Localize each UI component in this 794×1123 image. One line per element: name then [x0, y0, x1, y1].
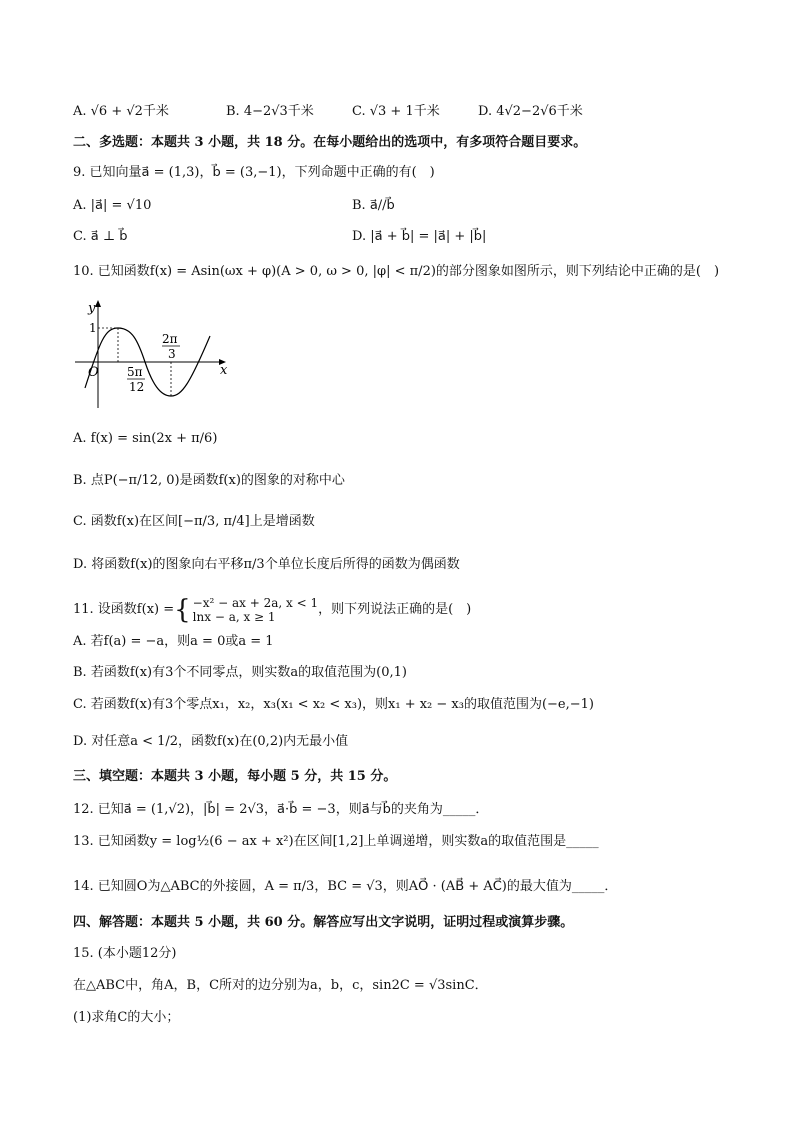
q11-option-a: A. 若f(a) = −a，则a = 0或a = 1	[73, 634, 274, 649]
tick-5pi-12-num: 5π	[127, 365, 143, 379]
max-value-label: 1	[89, 321, 97, 335]
q12: 12. 已知a⃗ = (1,√2)，|b⃗| = 2√3，a⃗·b⃗ = −3，则a⃗与b⃗的夹角为_____．	[73, 802, 489, 817]
tick-5pi-12-den: 12	[129, 380, 145, 394]
y-axis-arrow	[95, 300, 101, 307]
x-axis-label: x	[220, 363, 228, 378]
q10-option-a: A. f(x) = sin(2x + π/6)	[73, 431, 218, 446]
q15-part-1: (1)求角C的大小；	[73, 1010, 180, 1025]
q11-stem-suffix: ，则下列说法正确的是( )	[318, 602, 472, 617]
q9-option-c: C. a⃗ ⊥ b⃗	[73, 229, 128, 244]
q10-sine-graph	[70, 296, 235, 411]
q11-stem	[73, 596, 471, 624]
q10-option-b: B. 点P(−π/12, 0)是函数f(x)的图象的对称中心	[73, 473, 345, 488]
section-3-header: 三、填空题：本题共 3 小题，每小题 5 分，共 15 分。	[73, 769, 397, 784]
q13: 13. 已知函数y = log½(6 − ax + x²)在区间[1,2]上单调递增，则实数a的取值范围是_____	[73, 834, 599, 849]
q14: 14. 已知圆O为△ABC的外接圆，A = π/3，BC = √3，则AO⃗ · (AB⃗ + AC⃗)的最大值为_____．	[73, 879, 618, 894]
q10-option-c: C. 函数f(x)在区间[−π/3, π/4]上是增函数	[73, 514, 315, 529]
section-4-header: 四、解答题：本题共 5 小题，共 60 分。解答应写出文字说明，证明过程或演算步骤。	[73, 915, 574, 930]
q8-option-a: A. √6 + √2千米	[73, 104, 169, 119]
q10-option-d: D. 将函数f(x)的图象向右平移π/3个单位长度后所得的函数为偶函数	[73, 557, 460, 572]
q9-stem: 9. 已知向量a⃗ = (1,3)，b⃗ = (3,−1)，下列命题中正确的有( )	[73, 165, 435, 180]
q9-option-b: B. a⃗//b⃗	[352, 198, 395, 213]
tick-2pi-3-den: 3	[168, 347, 176, 361]
q11-piece-1: −x² − ax + 2a, x < 1	[192, 596, 319, 610]
q8-option-c: C. √3 + 1千米	[352, 104, 440, 119]
y-axis-label: y	[88, 301, 96, 316]
q10-stem: 10. 已知函数f(x) = Asin(ωx + φ)(A > 0, ω > 0, |φ| < π/2)的部分图象如图所示，则下列结论中正确的是( )	[73, 264, 720, 279]
section-2-header: 二、多选题：本题共 3 小题，共 18 分。在每小题给出的选项中，有多项符合题目要求。	[73, 135, 587, 150]
q11-piece-2: lnx − a, x ≥ 1	[192, 610, 276, 624]
origin-label: O	[88, 365, 99, 380]
q11-option-d: D. 对任意a < 1/2，函数f(x)在(0,2)内无最小值	[73, 734, 349, 749]
q11-stem-prefix: 11. 设函数f(x) =	[73, 602, 175, 617]
q15-stem: 在△ABC中，角A，B，C所对的边分别为a，b，c，sin2C = √3sinC．	[73, 978, 488, 993]
q11-pieces	[193, 596, 318, 624]
q9-option-a: A. |a⃗| = √10	[73, 198, 152, 213]
q11-brace: {	[174, 595, 191, 625]
tick-2pi-3-num: 2π	[162, 332, 178, 346]
q15-title: 15. (本小题12分)	[73, 946, 177, 961]
q8-option-b: B. 4−2√3千米	[226, 104, 314, 119]
q8-option-d: D. 4√2−2√6千米	[478, 104, 583, 119]
q9-option-d: D. |a⃗ + b⃗| = |a⃗| + |b⃗|	[352, 229, 487, 244]
q11-option-b: B. 若函数f(x)有3个不同零点，则实数a的取值范围为(0,1)	[73, 665, 407, 680]
q11-option-c: C. 若函数f(x)有3个零点x₁，x₂，x₃(x₁ < x₂ < x₃)，则x₁ + x₂ − x₃的取值范围为(−e,−1)	[73, 697, 594, 712]
